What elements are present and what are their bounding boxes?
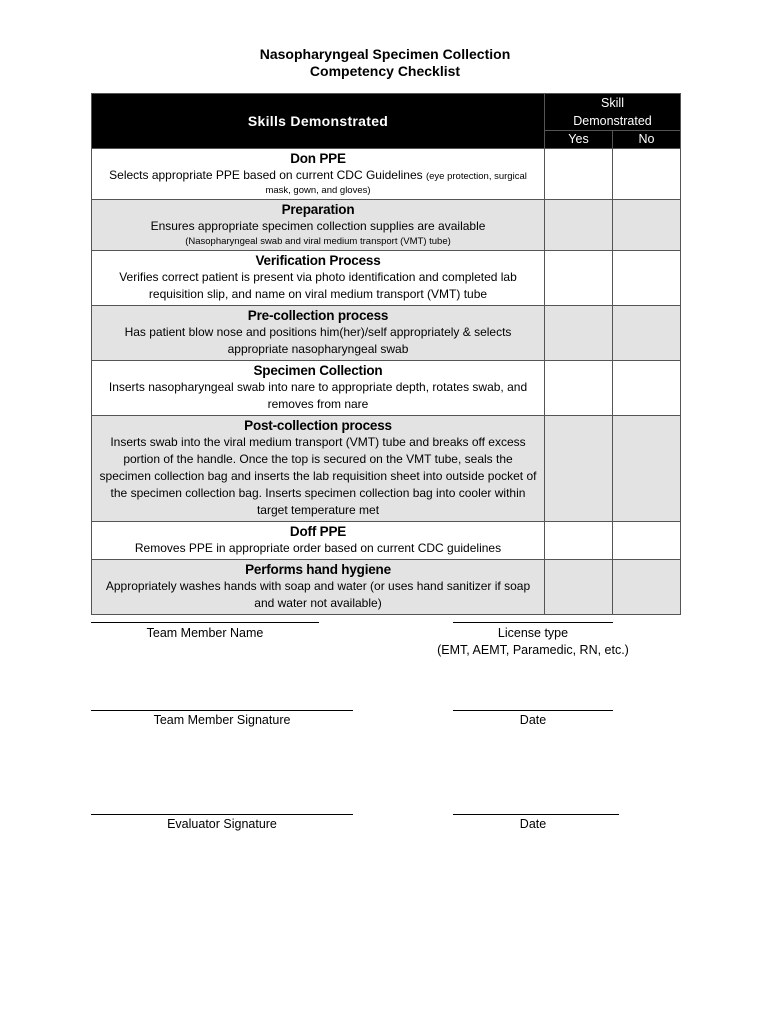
checklist-row-pre-collection-process: [92, 306, 681, 361]
skill-title: Verification Process: [255, 253, 381, 268]
skill-demonstrated-line-1: Skill: [601, 96, 624, 110]
skill-title: Post-collection process: [244, 418, 392, 433]
team-member-signature-label: Team Member Signature: [153, 713, 291, 727]
skill-description: [98, 167, 538, 184]
skill-cell: [92, 522, 545, 560]
skill-cell: [92, 560, 545, 615]
skill-cell: [92, 200, 545, 251]
license-type-line[interactable]: [453, 622, 613, 623]
skill-title: Pre-collection process: [247, 308, 389, 323]
yes-checkbox-cell[interactable]: [545, 306, 613, 361]
skill-title: Don PPE: [290, 151, 346, 166]
yes-checkbox-cell[interactable]: [545, 416, 613, 522]
license-type-label: License type: [497, 626, 569, 640]
skill-cell: [92, 251, 545, 306]
team-member-name-line[interactable]: [91, 622, 319, 623]
team-member-name-label: Team Member Name: [146, 626, 264, 640]
no-column-header: No: [613, 131, 681, 149]
no-checkbox-cell[interactable]: [613, 522, 681, 560]
skill-description: Ensures appropriate specimen collection supplies are available: [150, 219, 486, 233]
skill-note: (Nasopharyngeal swab and viral medium transport (VMT) tube): [185, 236, 451, 247]
skill-note: mask, gown, and gloves): [265, 185, 371, 196]
skill-cell: [92, 416, 545, 522]
yes-checkbox-cell[interactable]: [545, 149, 613, 200]
skill-description-text: Selects appropriate PPE based on current CDC Guidelines: [109, 168, 423, 182]
checklist-row-verification-process: [92, 251, 681, 306]
no-checkbox-cell[interactable]: [613, 149, 681, 200]
no-checkbox-cell[interactable]: [613, 416, 681, 522]
date-label-1: Date: [519, 713, 547, 727]
skill-cell: [92, 149, 545, 200]
yes-checkbox-cell[interactable]: [545, 200, 613, 251]
license-examples-label: (EMT, AEMT, Paramedic, RN, etc.): [437, 643, 629, 657]
no-checkbox-cell[interactable]: [613, 560, 681, 615]
no-checkbox-cell[interactable]: [613, 361, 681, 416]
skill-title: Performs hand hygiene: [245, 562, 391, 577]
title-line-1: Nasopharyngeal Specimen Collection: [259, 46, 511, 62]
skill-demonstrated-line-2: Demonstrated: [573, 114, 652, 128]
skill-description: Has patient blow nose and positions him(her)/self appropriately & selects appropriate nasopharyngeal swab: [124, 325, 512, 356]
skill-description: Appropriately washes hands with soap and water (or uses hand sanitizer if soap and water not available): [105, 579, 531, 610]
yes-checkbox-cell[interactable]: [545, 251, 613, 306]
skill-description: Removes PPE in appropriate order based on current CDC guidelines: [134, 541, 502, 555]
checklist-row-specimen-collection: [92, 361, 681, 416]
yes-checkbox-cell[interactable]: [545, 361, 613, 416]
document-title: [0, 46, 770, 80]
skill-cell: [92, 306, 545, 361]
competency-checklist-table: [91, 93, 681, 615]
evaluator-signature-line[interactable]: [91, 814, 353, 815]
yes-column-header: Yes: [545, 131, 613, 149]
checklist-row-doff-ppe: [92, 522, 681, 560]
checklist-row-post-collection-process: [92, 416, 681, 522]
team-member-signature-line[interactable]: [91, 710, 353, 711]
title-line-2: Competency Checklist: [309, 63, 461, 79]
checklist-row-preparation: [92, 200, 681, 251]
yes-checkbox-cell[interactable]: [545, 522, 613, 560]
date-label-2: Date: [519, 817, 547, 831]
no-checkbox-cell[interactable]: [613, 306, 681, 361]
skills-demonstrated-header: Skills Demonstrated: [92, 94, 545, 149]
checklist-row-performs-hand-hygiene: [92, 560, 681, 615]
date-line-2[interactable]: [453, 814, 619, 815]
skill-title: Preparation: [281, 202, 355, 217]
skill-description: Inserts swab into the viral medium transport (VMT) tube and breaks off excess portion of the handle. Once the top is secured on the VMT tube, seals the specimen collection bag and inserts the lab requisition sheet into outside pocket of the specimen collection bag. Inserts specimen collection bag into cooler within target temperature met: [99, 435, 537, 517]
skill-cell: [92, 361, 545, 416]
skill-demonstrated-header: [545, 94, 681, 131]
no-checkbox-cell[interactable]: [613, 200, 681, 251]
date-line-1[interactable]: [453, 710, 613, 711]
checklist-row-don-ppe: [92, 149, 681, 200]
skill-title: Specimen Collection: [253, 363, 383, 378]
yes-checkbox-cell[interactable]: [545, 560, 613, 615]
skill-description: Verifies correct patient is present via photo identification and completed lab requisition slip, and name on viral medium transport (VMT) tube: [119, 270, 517, 301]
no-checkbox-cell[interactable]: [613, 251, 681, 306]
skill-title: Doff PPE: [289, 524, 347, 539]
evaluator-signature-label: Evaluator Signature: [167, 817, 277, 831]
skill-description: Inserts nasopharyngeal swab into nare to appropriate depth, rotates swab, and removes from nare: [108, 380, 528, 411]
skill-note-inline: (eye protection, surgical: [425, 171, 527, 182]
